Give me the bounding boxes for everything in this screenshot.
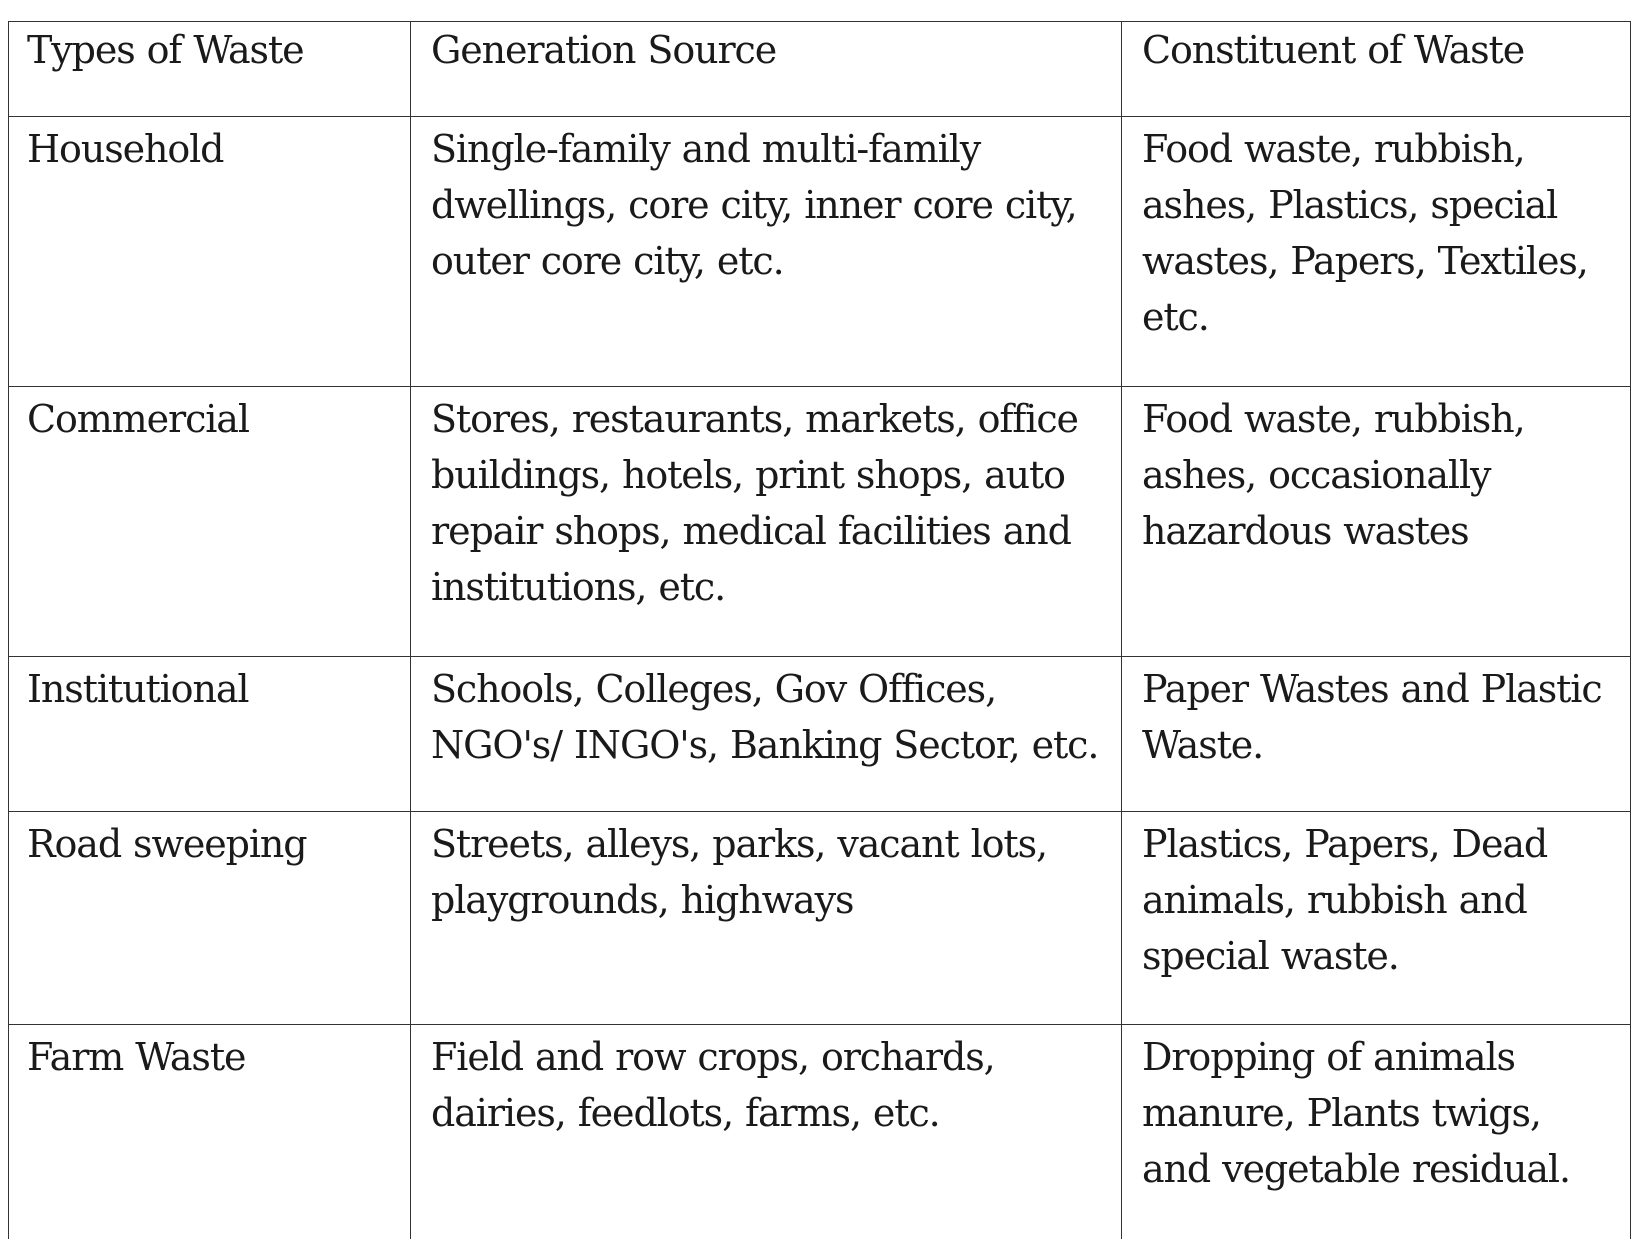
waste-types-table	[8, 21, 1631, 1239]
cell-constituent: Paper Wastes and Plastic Waste.	[1122, 657, 1631, 812]
cell-constituent: Plastics, Papers, Dead animals, rubbish and special waste.	[1122, 812, 1631, 1025]
cell-constituent: Dropping of animals manure, Plants twigs, and vegetable residual.	[1122, 1025, 1631, 1239]
cell-constituent: Food waste, rubbish, ashes, occasionally hazardous wastes	[1122, 387, 1631, 657]
header-constituent-of-waste: Constituent of Waste	[1122, 22, 1631, 117]
cell-generation-source: Streets, alleys, parks, vacant lots, playgrounds, highways	[411, 812, 1122, 1025]
table-row	[9, 812, 1631, 1025]
table-row	[9, 657, 1631, 812]
header-types-of-waste: Types of Waste	[9, 22, 411, 117]
cell-generation-source: Schools, Colleges, Gov Offices, NGO's/ INGO's, Banking Sector, etc.	[411, 657, 1122, 812]
cell-waste-type: Road sweeping	[9, 812, 411, 1025]
table-row	[9, 117, 1631, 387]
cell-constituent: Food waste, rubbish, ashes, Plastics, special wastes, Papers, Textiles, etc.	[1122, 117, 1631, 387]
table-header-row	[9, 22, 1631, 117]
cell-waste-type: Farm Waste	[9, 1025, 411, 1239]
header-generation-source: Generation Source	[411, 22, 1122, 117]
cell-generation-source: Single-family and multi-family dwellings, core city, inner core city, outer core city, etc.	[411, 117, 1122, 387]
cell-waste-type: Institutional	[9, 657, 411, 812]
cell-waste-type: Household	[9, 117, 411, 387]
table-row	[9, 1025, 1631, 1239]
cell-generation-source: Field and row crops, orchards, dairies, feedlots, farms, etc.	[411, 1025, 1122, 1239]
cell-waste-type: Commercial	[9, 387, 411, 657]
cell-generation-source: Stores, restaurants, markets, office buildings, hotels, print shops, auto repair shops, medical facilities and institutions, etc.	[411, 387, 1122, 657]
table-row	[9, 387, 1631, 657]
